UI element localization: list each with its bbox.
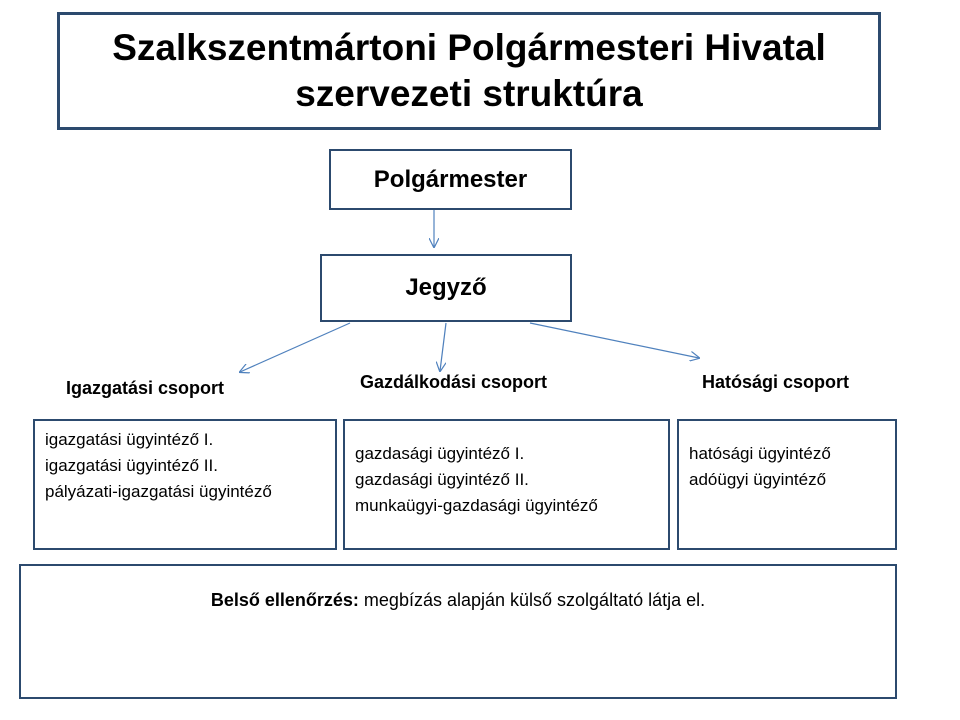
member-item: igazgatási ügyintéző II. — [45, 456, 218, 475]
member-item: igazgatási ügyintéző I. — [45, 430, 214, 449]
title-line-2: szervezeti struktúra — [295, 73, 643, 114]
member-item: pályázati-igazgatási ügyintéző — [45, 482, 272, 501]
internal-audit-description: megbízás alapján külső szolgáltató látja el. — [358, 590, 706, 610]
group-box-gazdalkodasi — [343, 419, 670, 550]
internal-audit-text — [21, 590, 895, 611]
title-line-1: Szalkszentmártoni Polgármesteri Hivatal — [112, 27, 826, 68]
internal-audit-label: Belső ellenőrzés: — [210, 590, 359, 610]
arrow-clerk-to-igazgatasi — [240, 323, 350, 372]
member-item: adóügyi ügyintéző — [689, 470, 827, 489]
mayor-label: Polgármester — [373, 165, 528, 193]
group-label-hatosagi: Hatósági csoport — [702, 372, 850, 392]
member-item: gazdasági ügyintéző I. — [355, 444, 525, 463]
arrow-clerk-to-hatosagi — [530, 323, 699, 358]
member-item: hatósági ügyintéző — [689, 444, 831, 463]
group-label-igazgatasi: Igazgatási csoport — [66, 378, 225, 398]
group-box-igazgatasi — [33, 419, 337, 550]
arrow-clerk-to-gazdalkodasi — [440, 323, 446, 371]
internal-audit-box — [19, 564, 897, 699]
group-box-hatosagi — [677, 419, 897, 550]
member-item: gazdasági ügyintéző II. — [355, 470, 529, 489]
group-label-gazdalkodasi: Gazdálkodási csoport — [360, 372, 548, 392]
clerk-label: Jegyző — [405, 274, 487, 301]
member-item: munkaügyi-gazdasági ügyintéző — [355, 496, 598, 515]
